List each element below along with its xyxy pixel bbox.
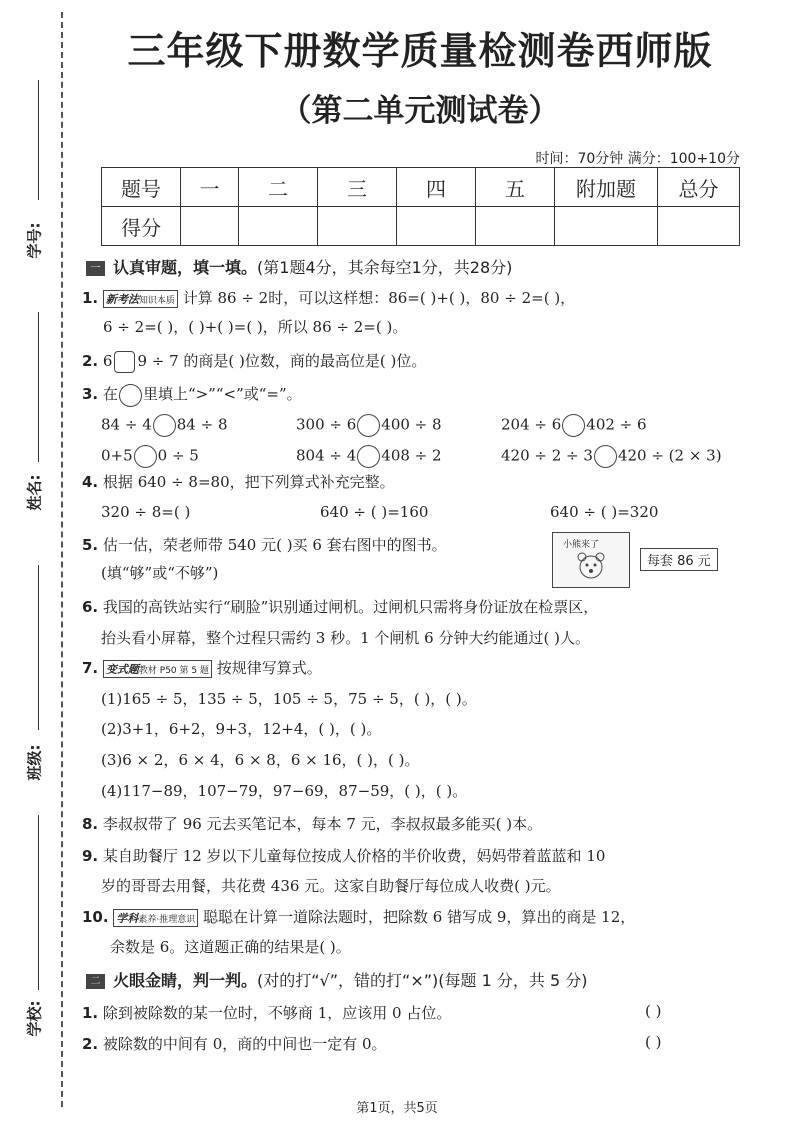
pattern-item: (2)3+1，6+2，9+3，12+4，( )，( )。 (101, 720, 382, 738)
score-table-cell: 五 (476, 168, 555, 207)
compare-circle (119, 384, 142, 407)
question-number: 4. (82, 473, 99, 491)
score-input-cell[interactable] (318, 207, 397, 246)
question-text: 李叔叔带了 96 元去买笔记本，每本 7 元，李叔叔最多能买( )本。 (102, 815, 543, 833)
question-6-line2: 抬头看小屏幕，整个过程只需约 3 秒。1 个闸机 6 分钟大约能通过( )人。 (101, 629, 590, 647)
school-label: 学校: (25, 1000, 44, 1037)
student-id-line (38, 80, 39, 200)
score-input-cell[interactable] (239, 207, 318, 246)
question-1 (82, 287, 575, 308)
score-table-header-row (102, 168, 740, 207)
question-number: 2. (82, 352, 99, 370)
question-tag (113, 909, 198, 927)
score-table-cell: 一 (181, 168, 239, 207)
fill-item: 320 ÷ 8=( ) (101, 503, 191, 521)
compare-item (101, 445, 199, 468)
question-text: 估一估，荣老师带 540 元( )买 6 套右图中的图书。 (102, 536, 447, 554)
tag-text: 知识本质 (138, 296, 175, 306)
tag-text: 教材 P50 第 5 题 (138, 666, 209, 676)
question-text: 按规律写算式。 (216, 659, 322, 677)
question-6 (82, 596, 598, 617)
question-text: 9 ÷ 7 的商是( )位数，商的最高位是( )位。 (137, 352, 427, 370)
question-text: 被除数的中间有 0，商的中间也一定有 0。 (102, 1035, 387, 1053)
class-line (38, 565, 39, 730)
question-9 (82, 845, 605, 866)
name-line (38, 312, 39, 462)
compare-right: 420 ÷ (2 × 3) (617, 446, 722, 465)
tag-bold: 学科 (116, 912, 139, 925)
compare-item (501, 414, 647, 437)
score-table-score-row (102, 207, 740, 246)
score-input-cell[interactable] (181, 207, 239, 246)
question-number: 6. (82, 598, 99, 616)
question-text: 根据 640 ÷ 8=80，把下列算式补充完整。 (102, 473, 395, 491)
tag-bold: 变式题 (105, 663, 139, 676)
judge-item-1 (82, 1002, 451, 1023)
section-2-heading (86, 968, 587, 991)
score-table-cell: 四 (397, 168, 476, 207)
page-footer: 第1页，共5页 (356, 1101, 438, 1116)
question-1-line2: 6 ÷ 2=( )，( )+( )=( )，所以 86 ÷ 2=( )。 (103, 318, 408, 336)
compare-left: 84 ÷ 4 (101, 415, 152, 434)
compare-left: 0+5 (101, 446, 133, 465)
fill-item: 640 ÷ ( )=160 (320, 503, 429, 521)
compare-circle[interactable] (357, 445, 380, 468)
compare-circle[interactable] (134, 445, 157, 468)
answer-bracket[interactable]: ( ) (645, 1002, 662, 1020)
question-number: 5. (82, 536, 99, 554)
question-5 (82, 534, 447, 555)
question-tag (103, 660, 212, 678)
score-table-cell: 三 (318, 168, 397, 207)
answer-bracket[interactable]: ( ) (645, 1033, 662, 1051)
school-line (38, 815, 39, 990)
score-input-cell[interactable] (658, 207, 740, 246)
question-9-line2: 岁的哥哥去用餐，共花费 436 元。这家自助餐厅每位成人收费( )元。 (101, 877, 561, 895)
class-label: 班级: (25, 744, 44, 781)
name-label: 姓名: (25, 474, 44, 511)
compare-right: 84 ÷ 8 (176, 415, 228, 434)
question-number: 9. (82, 847, 99, 865)
section-1-badge: 一 (86, 261, 105, 276)
compare-item (101, 414, 228, 437)
compare-left: 300 ÷ 6 (296, 415, 357, 434)
section-2-note: (对的打“√”，错的打“×”)(每题 1 分，共 5 分) (257, 971, 588, 990)
compare-left: 204 ÷ 6 (501, 415, 562, 434)
question-text: 除到被除数的某一位时，不够商 1，应该用 0 占位。 (102, 1004, 452, 1022)
pattern-item: (4)117−89，107−79，97−69，87−59，( )，( )。 (101, 782, 468, 800)
compare-item (501, 445, 722, 468)
question-number: 3. (82, 385, 99, 403)
question-number: 10. (82, 908, 109, 926)
question-5-hint: (填“够”或“不够”) (101, 564, 219, 582)
page-subtitle: （第二单元测试卷） (280, 93, 560, 129)
compare-circle[interactable] (153, 414, 176, 437)
question-10 (82, 906, 635, 927)
compare-right: 408 ÷ 2 (381, 446, 442, 465)
book-title: 小熊来了 (563, 540, 600, 550)
digit-box[interactable] (114, 351, 135, 373)
score-table-cell: 附加题 (555, 168, 658, 207)
section-2-badge: 二 (86, 974, 105, 989)
question-tag (103, 290, 178, 308)
tag-text: 素养·推理意识 (138, 915, 196, 925)
pattern-item: (3)6 × 2，6 × 4，6 × 8，6 × 16，( )，( )。 (101, 751, 420, 769)
score-table-cell: 二 (239, 168, 318, 207)
binding-dashed-line (61, 12, 63, 1107)
score-row-label: 得分 (102, 207, 181, 246)
question-8 (82, 813, 542, 834)
question-number: 2. (82, 1035, 99, 1053)
compare-right: 0 ÷ 5 (157, 446, 199, 465)
question-number: 8. (82, 815, 99, 833)
judge-item-2 (82, 1033, 387, 1054)
question-number: 7. (82, 659, 99, 677)
question-7 (82, 657, 322, 678)
compare-left: 420 ÷ 2 ÷ 3 (501, 446, 593, 465)
compare-left: 804 ÷ 4 (296, 446, 357, 465)
compare-right: 400 ÷ 8 (381, 415, 442, 434)
score-table-cell: 题号 (102, 168, 181, 207)
tag-bold: 新考法 (105, 293, 139, 306)
question-10-line2: 余数是 6。这道题正确的结果是( )。 (110, 938, 351, 956)
section-1-note: (第1题4分，其余每空1分，共28分) (257, 258, 513, 277)
student-id-label: 学号: (25, 222, 44, 259)
question-text: 6 (102, 352, 113, 370)
score-input-cell[interactable] (476, 207, 555, 246)
question-4 (82, 471, 395, 492)
score-input-cell[interactable] (397, 207, 476, 246)
section-1-heading (86, 255, 512, 278)
fill-item: 640 ÷ ( )=320 (550, 503, 659, 521)
question-2 (82, 350, 426, 373)
book-image (552, 532, 630, 588)
page-title: 三年级下册数学质量检测卷西师版 (127, 29, 713, 73)
compare-circle[interactable] (357, 414, 380, 437)
question-text: 计算 86 ÷ 2时，可以这样想：86=( )+( )，80 ÷ 2=( )， (182, 289, 576, 307)
score-table-cell: 总分 (658, 168, 740, 207)
question-text: 聪聪在计算一道除法题时，把除数 6 错写成 9，算出的商是 12， (203, 908, 636, 926)
score-input-cell[interactable] (555, 207, 658, 246)
compare-item (296, 414, 442, 437)
exam-meta: 时间：70分钟 满分：100+10分 (535, 151, 740, 167)
compare-circle[interactable] (594, 445, 617, 468)
question-text: 在 (102, 385, 118, 403)
compare-right: 402 ÷ 6 (586, 415, 647, 434)
compare-circle[interactable] (562, 414, 585, 437)
question-3 (82, 383, 302, 407)
section-1-title: 认真审题，填一填。 (113, 258, 258, 277)
question-text: 某自助餐厅 12 岁以下儿童每位按成人价格的半价收费，妈妈带着蓝蓝和 10 (102, 847, 606, 865)
question-number: 1. (82, 1004, 99, 1022)
question-text: 里填上“>”“<”或“=”。 (142, 385, 302, 403)
price-label: 每套 86 元 (640, 548, 718, 571)
pattern-item: (1)165 ÷ 5，135 ÷ 5，105 ÷ 5，75 ÷ 5，( )，( )。 (101, 690, 477, 708)
question-text: 我国的高铁站实行“刷脸”识别通过闸机。过闸机只需将身份证放在检票区， (102, 598, 599, 616)
compare-item (296, 445, 442, 468)
section-2-title: 火眼金睛，判一判。 (113, 971, 258, 990)
score-table (101, 167, 740, 246)
question-number: 1. (82, 289, 99, 307)
